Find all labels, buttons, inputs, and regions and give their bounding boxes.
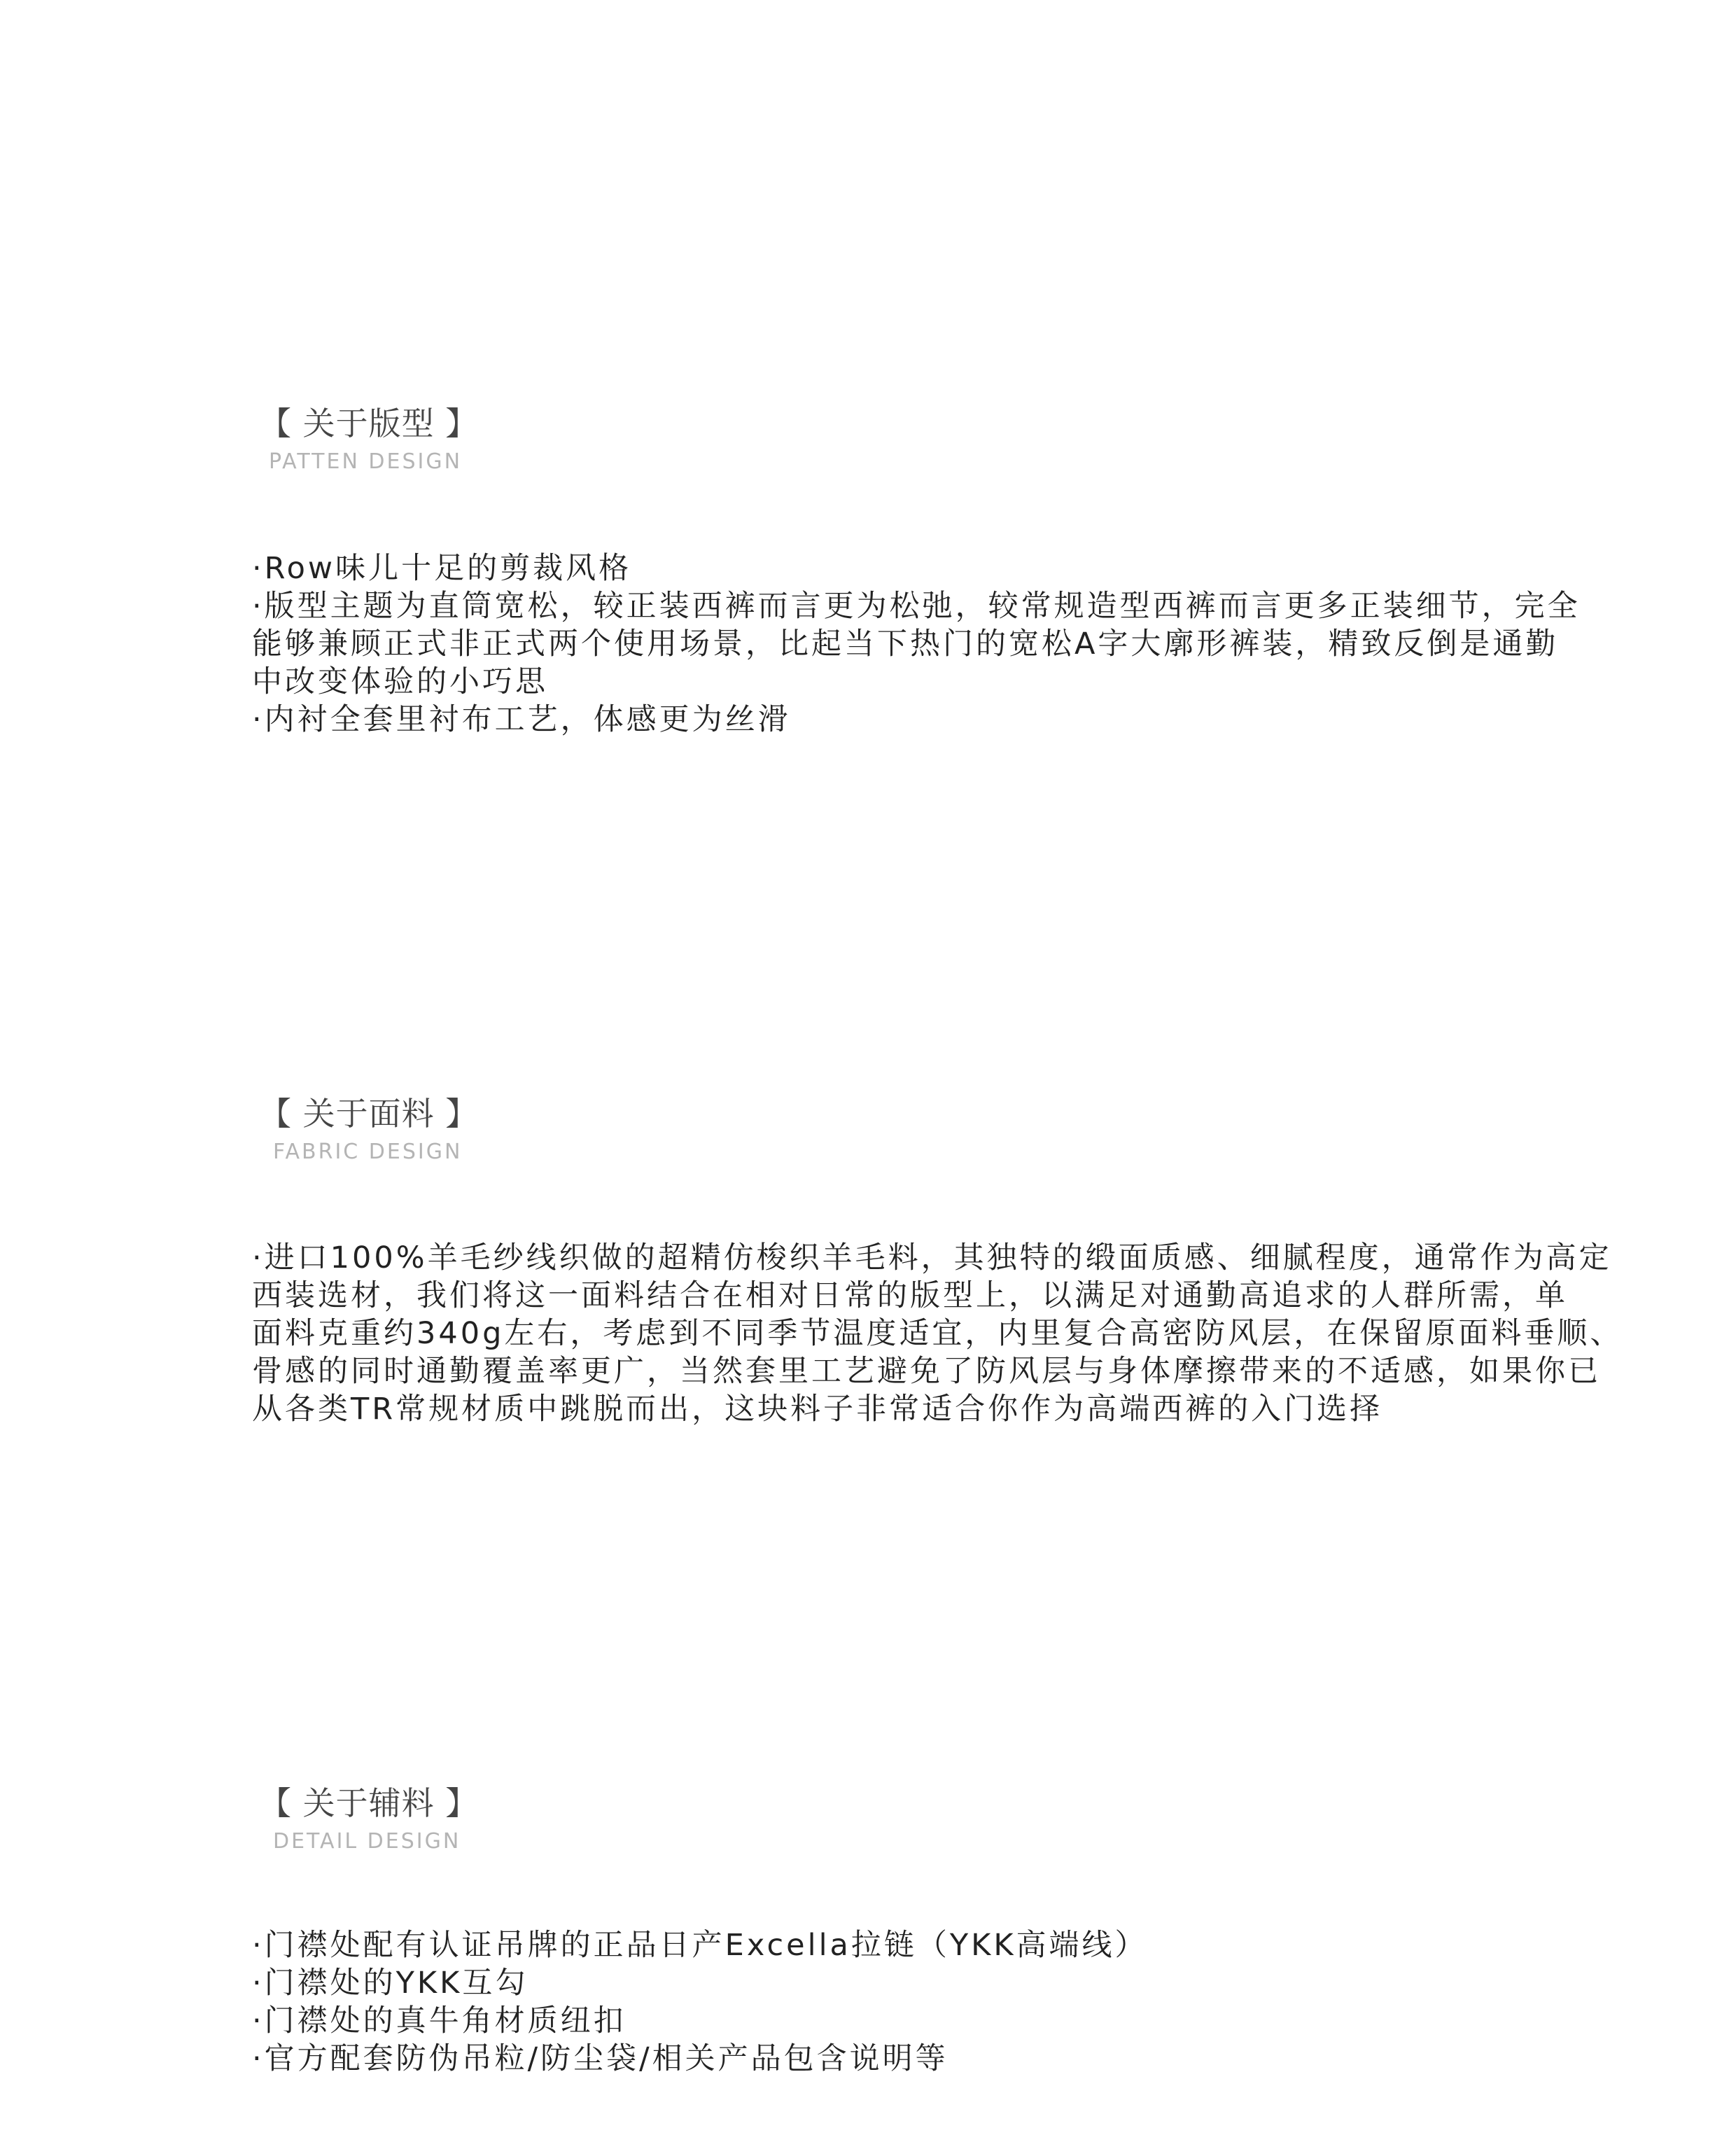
section-body [252,1926,1694,2078]
body-line: 能够兼顾正式非正式两个使用场景，比起当下热门的宽松A字大廓形裤装，精致反倒是通勤 [252,626,1559,662]
body-line: ·进口100%羊毛纱线织做的超精仿梭织羊毛料，其独特的缎面质感、细腻程度，通常作为高定 [252,1240,1612,1275]
section-title: 【 关于版型 】 [259,405,479,442]
body-line: 骨感的同时通勤覆盖率更广，当然套里工艺避免了防风层与身体摩擦带来的不适感，如果你已 [252,1354,1601,1389]
body-line: 面料克重约340g左右，考虑到不同季节温度适宜，内里复合高密防风层，在保留原面料垂顺、 [252,1316,1623,1351]
section-subtitle: PATTEN DESIGN [269,449,463,474]
body-line: ·门襟处的YKK互勾 [252,1966,528,2001]
body-line: ·Row味儿十足的剪裁风格 [252,551,632,586]
body-line: 中改变体验的小巧思 [252,664,548,699]
section-body [252,1239,1694,1428]
body-line: ·门襟处的真牛角材质纽扣 [252,2003,626,2038]
body-line: ·门襟处配有认证吊牌的正品日产Excella拉链（YKK高端线） [252,1928,1148,1963]
body-line: ·版型主题为直筒宽松，较正装西裤而言更为松弛，较常规造型西裤而言更多正装细节，完全 [252,589,1581,624]
body-line: 从各类TR常规材质中跳脱而出，这块料子非常适合你作为高端西裤的入门选择 [252,1392,1383,1427]
body-line: 西装选材，我们将这一面料结合在相对日常的版型上，以满足对通勤高追求的人群所需，单 [252,1278,1568,1313]
section-subtitle: FABRIC DESIGN [273,1140,463,1164]
section-title: 【 关于面料 】 [259,1095,479,1133]
body-line: ·内衬全套里衬布工艺，体感更为丝滑 [252,702,791,737]
body-line: ·官方配套防伪吊粒/防尘袋/相关产品包含说明等 [252,2041,948,2076]
section-body [252,550,1694,738]
section-title: 【 关于辅料 】 [259,1784,479,1822]
section-subtitle: DETAIL DESIGN [273,1829,461,1854]
